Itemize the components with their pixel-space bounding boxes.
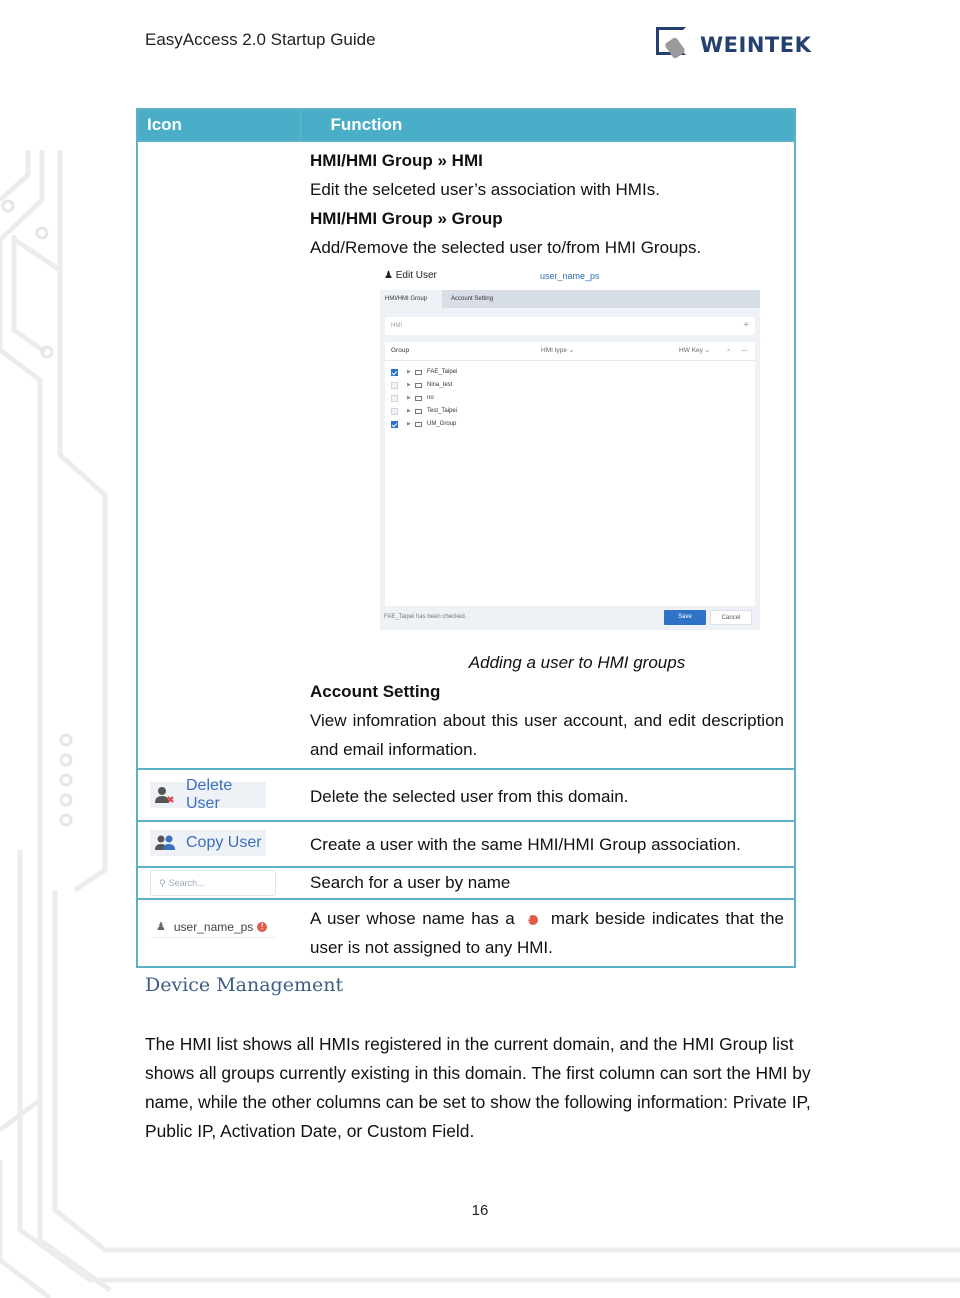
checkbox[interactable]	[391, 395, 398, 402]
group-name: Nina_test	[427, 382, 453, 388]
table-header-row	[137, 109, 795, 141]
edit-user-panel	[380, 290, 760, 630]
table-row	[137, 821, 795, 867]
table-row	[137, 867, 795, 899]
tab-bar	[380, 290, 760, 308]
minus-icon[interactable]: —	[741, 347, 748, 354]
group-list-header	[385, 342, 755, 361]
hmi-label: HMI	[391, 323, 402, 329]
group-item[interactable]	[385, 366, 755, 379]
expand-caret-icon[interactable]: ▶	[407, 421, 411, 427]
folder-icon	[415, 396, 422, 401]
warning-icon: !	[528, 915, 538, 925]
expand-caret-icon[interactable]: ▶	[407, 382, 411, 388]
table-row	[137, 141, 795, 769]
hmi-section[interactable]	[385, 317, 755, 335]
function-text-after: mark beside indicates that the user is not assigned to any HMI.	[310, 909, 785, 957]
delete-user-label: Delete User	[186, 777, 233, 812]
search-icon: ⚲	[159, 877, 166, 888]
function-text: Delete the selected user from this domain.	[300, 769, 795, 821]
save-button[interactable]: Save	[664, 610, 706, 625]
checkbox[interactable]	[391, 382, 398, 389]
group-name: FAE_Taipei	[427, 369, 458, 375]
folder-icon	[415, 422, 422, 427]
user-list-item[interactable]	[150, 916, 276, 938]
expand-caret-icon[interactable]: ▶	[407, 408, 411, 414]
group-name: Test_Taipei	[427, 408, 458, 414]
delete-user-button[interactable]	[150, 777, 266, 812]
group-item[interactable]	[385, 405, 755, 418]
group-name: no	[427, 395, 434, 401]
function-heading: HMI/HMI Group » Group	[310, 209, 503, 228]
function-cell	[300, 141, 795, 769]
section-heading: Device Management	[145, 974, 344, 996]
expand-caret-icon[interactable]: ▶	[407, 369, 411, 375]
tab-account-setting[interactable]: Account Setting	[451, 296, 494, 302]
delete-user-icon	[154, 786, 176, 804]
checkbox-checked[interactable]	[391, 369, 398, 376]
function-text: Search for a user by name	[300, 867, 795, 899]
search-placeholder: Search...	[168, 878, 205, 888]
search-icon[interactable]: ⌕	[727, 347, 731, 354]
function-text	[300, 899, 795, 967]
copy-user-button[interactable]	[150, 830, 266, 856]
function-text-before: A user whose name has a	[310, 909, 515, 928]
tab-hmi-group[interactable]: HMI/HMI Group	[380, 290, 442, 308]
edit-user-titlebar	[380, 266, 760, 286]
body-paragraph: The HMI list shows all HMIs registered in the current domain, and the HMI Group list shows all groups currently existing in this domain. The first column can sort the HMI by name, while the other columns can be set to show the following information: Private IP, Public IP, Activation Date, or Custom Field.	[145, 1034, 811, 1141]
folder-icon	[415, 383, 422, 388]
hw-key-column[interactable]: HW Key ⌄	[679, 347, 711, 354]
function-heading: HMI/HMI Group » HMI	[310, 151, 483, 170]
weintek-logo	[656, 27, 826, 63]
search-input[interactable]	[150, 870, 276, 896]
warning-icon: !	[257, 922, 267, 932]
add-hmi-icon[interactable]: +	[743, 320, 749, 331]
function-text: View infomration about this user account, and edit description and email information.	[310, 711, 784, 759]
copy-user-label: Copy User	[186, 834, 262, 851]
group-item[interactable]	[385, 418, 755, 431]
group-item[interactable]	[385, 379, 755, 392]
folder-icon	[415, 370, 422, 375]
table-row	[137, 769, 795, 821]
function-text: Add/Remove the selected user to/from HMI Groups.	[310, 238, 702, 257]
function-text: Create a user with the same HMI/HMI Group association.	[300, 821, 795, 867]
status-message: FAE_Taipei has been checked.	[384, 614, 467, 620]
function-text: Edit the selceted user’s association with HMIs.	[310, 180, 660, 199]
column-header-icon: Icon	[137, 109, 300, 141]
folder-icon	[415, 409, 422, 414]
edit-user-title-text: Edit User	[395, 270, 437, 281]
hmi-type-column[interactable]: HMI type ⌄	[541, 347, 575, 354]
figure-caption: Adding a user to HMI groups	[468, 653, 686, 672]
document-title: EasyAccess 2.0 Startup Guide	[145, 30, 376, 49]
table-row	[137, 899, 795, 967]
checkbox[interactable]	[391, 408, 398, 415]
icon-cell-empty	[137, 141, 300, 769]
user-icon: ♟	[384, 270, 396, 281]
user-name: user_name_ps	[173, 919, 254, 934]
edit-user-screenshot	[380, 266, 760, 646]
copy-user-icon	[154, 834, 176, 852]
cancel-button[interactable]: Cancel	[710, 610, 752, 625]
group-column: Group	[391, 347, 410, 354]
page-number: 16	[471, 1202, 489, 1219]
group-name: UM_Group	[427, 421, 457, 427]
icon-function-table	[136, 108, 796, 968]
group-list	[385, 342, 755, 606]
checkbox-checked[interactable]	[391, 421, 398, 428]
group-item[interactable]	[385, 392, 755, 405]
column-header-function: Function	[300, 109, 795, 141]
expand-caret-icon[interactable]: ▶	[407, 395, 411, 401]
user-icon: ♟	[156, 921, 166, 933]
edit-user-username: user_name_ps	[540, 271, 600, 281]
edit-user-title	[384, 270, 437, 282]
function-heading: Account Setting	[310, 682, 441, 701]
logo-wordmark: WEINTEK	[700, 33, 812, 57]
